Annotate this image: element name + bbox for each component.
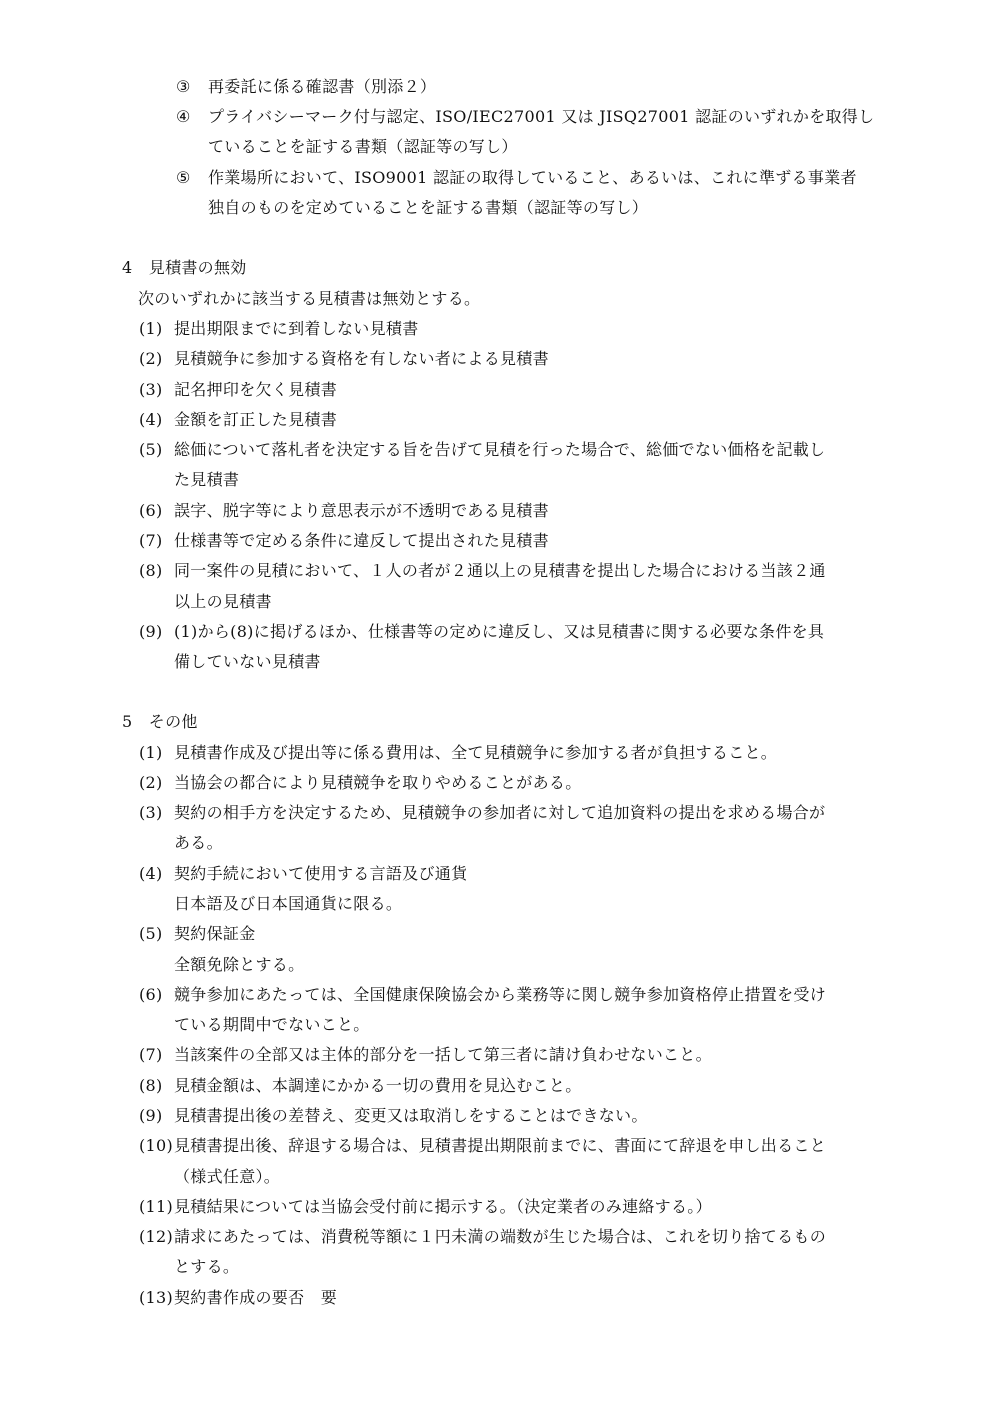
list-item-marker: (11) bbox=[139, 1197, 174, 1216]
list-item-text: （様式任意）。 bbox=[174, 1167, 281, 1186]
list-item-marker: (13) bbox=[139, 1288, 174, 1307]
list-item-text: 見積結果については当協会受付前に掲示する。（決定業者のみ連絡する。） bbox=[174, 1197, 712, 1216]
list-item-marker: (4) bbox=[139, 410, 163, 429]
list-item-text: 契約の相手方を決定するため、見積競争の参加者に対して追加資料の提出を求める場合が bbox=[174, 803, 826, 822]
list-item-text: 契約書作成の要否 要 bbox=[174, 1288, 338, 1307]
list-item-text: 見積書提出後の差替え、変更又は取消しをすることはできない。 bbox=[174, 1106, 648, 1125]
list-item-text: とする。 bbox=[174, 1257, 240, 1276]
list-item-text: 見積金額は、本調達にかかる一切の費用を見込むこと。 bbox=[174, 1076, 582, 1095]
section-heading: 4 見積書の無効 bbox=[122, 258, 247, 277]
list-item-marker: (1) bbox=[139, 743, 163, 762]
list-item-marker: ③ bbox=[176, 77, 191, 96]
list-item-text: 備していない見積書 bbox=[174, 652, 321, 671]
list-item-text: 同一案件の見積において、１人の者が２通以上の見積書を提出した場合における当該２通 bbox=[174, 561, 826, 580]
list-item-marker: (10) bbox=[139, 1136, 174, 1155]
list-item-text: ある。 bbox=[174, 833, 223, 852]
list-item-text: 仕様書等で定める条件に違反して提出された見積書 bbox=[174, 531, 549, 550]
list-item-marker: (6) bbox=[139, 501, 163, 520]
list-item-marker: (2) bbox=[139, 349, 163, 368]
list-item-text: プライバシーマーク付与認定、ISO/IEC27001 又は JISQ27001 認証のいずれかを取得し bbox=[208, 107, 875, 126]
list-item-marker: ④ bbox=[176, 107, 191, 126]
list-item-marker: (2) bbox=[139, 773, 163, 792]
list-item-text: ている期間中でないこと。 bbox=[174, 1015, 370, 1034]
list-item-marker: (5) bbox=[139, 440, 163, 459]
list-item-text: 独自のものを定めていることを証する書類（認証等の写し） bbox=[208, 198, 649, 217]
list-item-text: 見積競争に参加する資格を有しない者による見積書 bbox=[174, 349, 549, 368]
list-item-text: 誤字、脱字等により意思表示が不透明である見積書 bbox=[174, 501, 549, 520]
list-item-marker: (3) bbox=[139, 380, 163, 399]
list-item-marker: (12) bbox=[139, 1227, 174, 1246]
section-intro: 次のいずれかに該当する見積書は無効とする。 bbox=[138, 289, 481, 308]
list-item-marker: (8) bbox=[139, 1076, 163, 1095]
list-item-text: 総価について落札者を決定する旨を告げて見積を行った場合で、総価でない価格を記載し bbox=[174, 440, 826, 459]
list-item-text: 日本語及び日本国通貨に限る。 bbox=[174, 894, 403, 913]
list-item-marker: (7) bbox=[139, 531, 163, 550]
list-item-marker: (8) bbox=[139, 561, 163, 580]
list-item-text: 請求にあたっては、消費税等額に１円未満の端数が生じた場合は、これを切り捨てるもの bbox=[174, 1227, 827, 1246]
list-item-marker: (3) bbox=[139, 803, 163, 822]
list-item-text: 競争参加にあたっては、全国健康保険協会から業務等に関し競争参加資格停止措置を受け bbox=[174, 985, 827, 1004]
list-item-marker: (5) bbox=[139, 924, 163, 943]
list-item-marker: (6) bbox=[139, 985, 163, 1004]
section-heading: 5 その他 bbox=[122, 712, 198, 731]
list-item-text: 提出期限までに到着しない見積書 bbox=[174, 319, 419, 338]
list-item-marker: (9) bbox=[139, 1106, 163, 1125]
list-item-marker: ⑤ bbox=[176, 168, 191, 187]
list-item-text: 記名押印を欠く見積書 bbox=[174, 380, 338, 399]
list-item-text: 当協会の都合により見積競争を取りやめることがある。 bbox=[174, 773, 582, 792]
list-item-text: 全額免除とする。 bbox=[174, 955, 305, 974]
list-item-marker: (1) bbox=[139, 319, 163, 338]
list-item-text: ていることを証する書類（認証等の写し） bbox=[208, 137, 518, 156]
list-item-text: 契約保証金 bbox=[174, 924, 256, 943]
list-item-text: 見積書作成及び提出等に係る費用は、全て見積競争に参加する者が負担すること。 bbox=[174, 743, 778, 762]
list-item-text: た見積書 bbox=[174, 470, 240, 489]
list-item-text: 再委託に係る確認書（別添２） bbox=[208, 77, 437, 96]
list-item-text: 契約手続において使用する言語及び通貨 bbox=[174, 864, 468, 883]
list-item-text: 作業場所において、ISO9001 認証の取得していること、あるいは、これに準ずる事業者 bbox=[208, 168, 857, 187]
list-item-text: 以上の見積書 bbox=[174, 592, 272, 611]
list-item-marker: (4) bbox=[139, 864, 163, 883]
list-item-text: (1)から(8)に掲げるほか、仕様書等の定めに違反し、又は見積書に関する必要な条件を具 bbox=[174, 622, 825, 641]
list-item-marker: (7) bbox=[139, 1045, 163, 1064]
list-item-marker: (9) bbox=[139, 622, 163, 641]
list-item-text: 当該案件の全部又は主体的部分を一括して第三者に請け負わせないこと。 bbox=[174, 1045, 712, 1064]
list-item-text: 見積書提出後、辞退する場合は、見積書提出期限前までに、書面にて辞退を申し出ること bbox=[174, 1136, 827, 1155]
list-item-text: 金額を訂正した見積書 bbox=[174, 410, 338, 429]
